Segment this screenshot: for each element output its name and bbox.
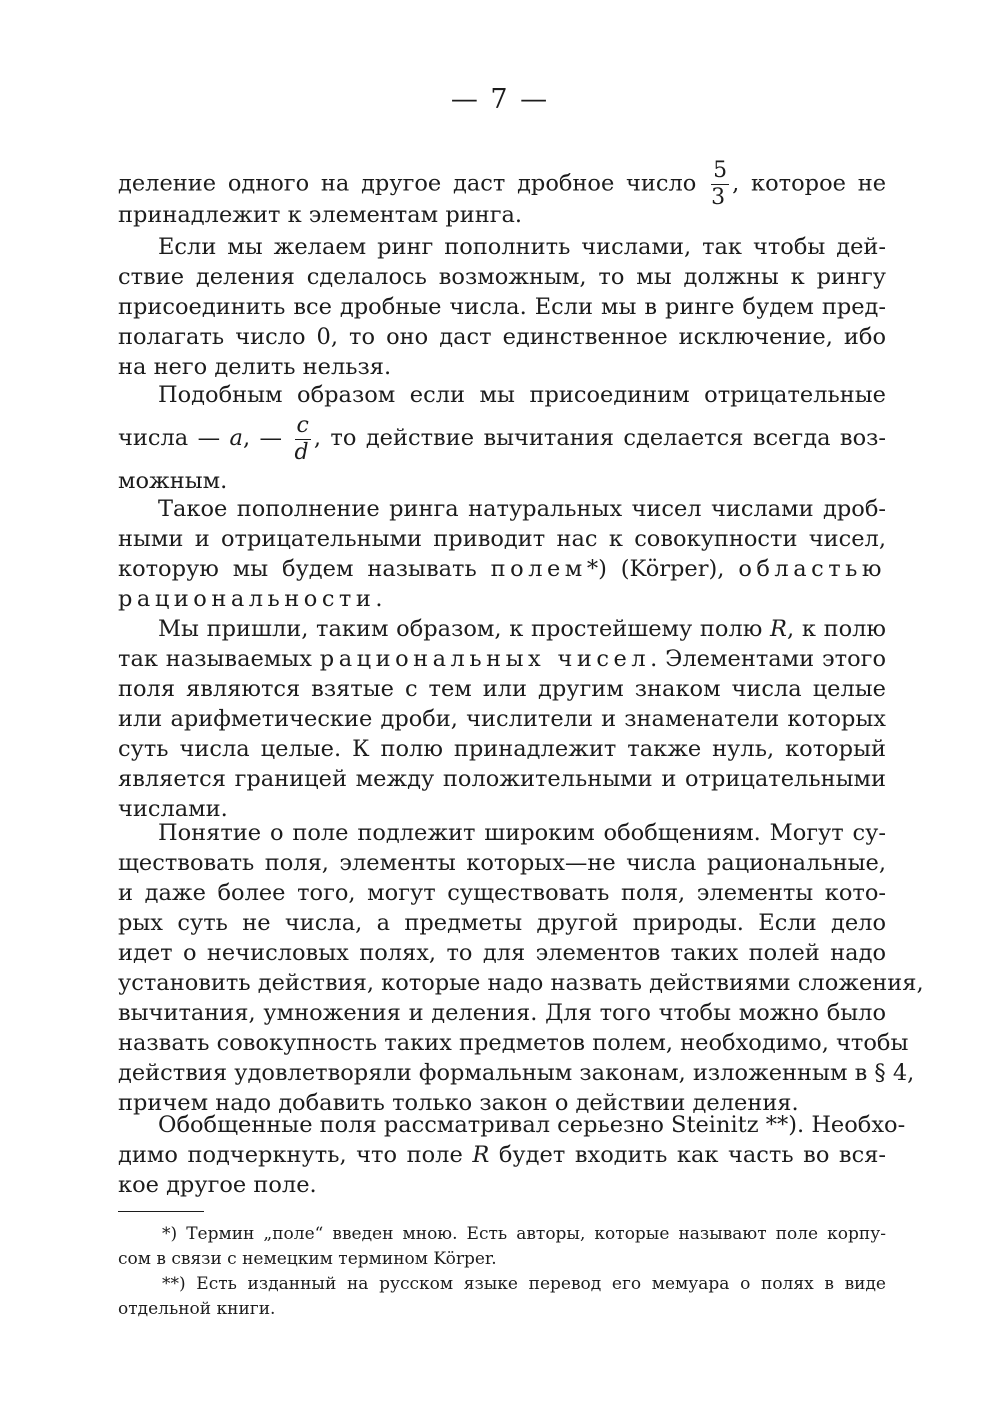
variable-R: R <box>770 616 787 642</box>
text-line: или арифметические дроби, числители и знаменатели которых <box>118 706 886 732</box>
text-line: можным. <box>118 468 228 494</box>
text-line: числа — a, — $\frac{c}{d}$ , то действие вычитания сделается всегда воз- <box>118 412 886 465</box>
text-line: которую мы будем называть полем*) (Körper), областью <box>118 556 887 582</box>
text-line: деление одного на другое даст дробное число $\frac{5}{3}$ , которое не <box>118 158 887 210</box>
text-line: на него делить нельзя. <box>118 354 392 380</box>
variable-a: a <box>229 425 243 451</box>
text-line: вычитания, умножения и деления. Для того чтобы можно было <box>118 1000 886 1026</box>
text-line: Понятие о поле подлежит широким обобщениям. Могут су- <box>158 820 886 846</box>
text-line: кое другое поле. <box>118 1172 317 1198</box>
paragraph-6 <box>118 818 924 1118</box>
footnote-2-line: отдельной книги. <box>118 1299 276 1319</box>
footnote-1-line: сом в связи с немецким термином Körper. <box>118 1249 497 1269</box>
text-line: Мы пришли, таким образом, к простейшему полю R, к полю <box>158 616 886 642</box>
page-number: — 7 — <box>450 84 550 115</box>
fraction-c-d: $\frac{c}{d}$ <box>294 412 309 465</box>
text-line: Обобщенные поля рассматривал серьезно Steinitz **). Необхо- <box>158 1112 906 1138</box>
text-line: Такое пополнение ринга натуральных чисел числами дроб- <box>158 496 886 522</box>
text-line: так называемых рациональных чисел. Элементами этого <box>118 646 886 672</box>
text-line: причем надо добавить только закон о действии деления. <box>118 1090 799 1116</box>
fraction-5-3: $\frac{5}{3}$ <box>711 158 728 210</box>
paragraph-1 <box>118 160 886 230</box>
text-line: принадлежит к элементам ринга. <box>118 202 523 228</box>
text-line: действия удовлетворяли формальным законам, изложенным в § 4, <box>118 1060 915 1086</box>
text-line: Подобным образом если мы присоединим отрицательные <box>158 382 886 408</box>
paragraph-7 <box>118 1110 906 1200</box>
paragraph-5 <box>118 614 886 824</box>
spaced-term: областью <box>738 556 887 582</box>
text-line: Если мы желаем ринг пополнить числами, так чтобы дей- <box>158 234 886 260</box>
text-line: димо подчеркнуть, что поле R будет входить как часть во вся- <box>118 1142 887 1168</box>
spaced-term: рациональности <box>118 586 376 612</box>
text-line: назвать совокупность таких предметов полем, необходимо, чтобы <box>118 1030 909 1056</box>
footnote-divider <box>118 1211 204 1212</box>
text-line: и даже более того, могут существовать поля, элементы кото- <box>118 880 886 906</box>
spaced-term: рациональных чисел <box>319 646 651 672</box>
text-line: суть числа целые. К полю принадлежит также нуль, который <box>118 736 886 762</box>
variable-R: R <box>472 1142 490 1168</box>
spaced-term: полем <box>490 556 587 582</box>
text-line: установить действия, которые надо назвать действиями сложения, <box>118 970 924 996</box>
text-line: присоединить все дробные числа. Если мы в ринге будем пред- <box>118 294 886 320</box>
text-line: является границей между положительными и отрицательными <box>118 766 886 792</box>
text-line: рых суть не числа, а предметы другой природы. Если дело <box>118 910 886 936</box>
paragraph-4 <box>118 494 886 614</box>
footnote-1-line: *) Термин „поле“ введен мною. Есть авторы, которые называют поле корпу- <box>162 1224 886 1244</box>
text-line: поля являются взятые с тем или другим знаком числа целые <box>118 676 886 702</box>
footnote-2-line: **) Есть изданный на русском языке перевод его мемуара о полях в виде <box>162 1274 886 1294</box>
text-line: ствие деления сделалось возможным, то мы должны к рингу <box>118 264 886 290</box>
text-line: идет о нечисловых полях, то для элементов таких полей надо <box>118 940 886 966</box>
paragraph-3 <box>118 380 886 496</box>
paragraph-2 <box>118 232 886 382</box>
text-line: ными и отрицательными приводит нас к совокупности чисел, <box>118 526 886 552</box>
text-line: ществовать поля, элементы которых—не числа рациональные, <box>118 850 886 876</box>
text-line: полагать число 0, то оно даст единственное исключение, ибо <box>118 324 886 350</box>
footnotes <box>118 1222 886 1322</box>
text-line: числами. <box>118 796 228 822</box>
text-line: рациональности. <box>118 586 383 612</box>
